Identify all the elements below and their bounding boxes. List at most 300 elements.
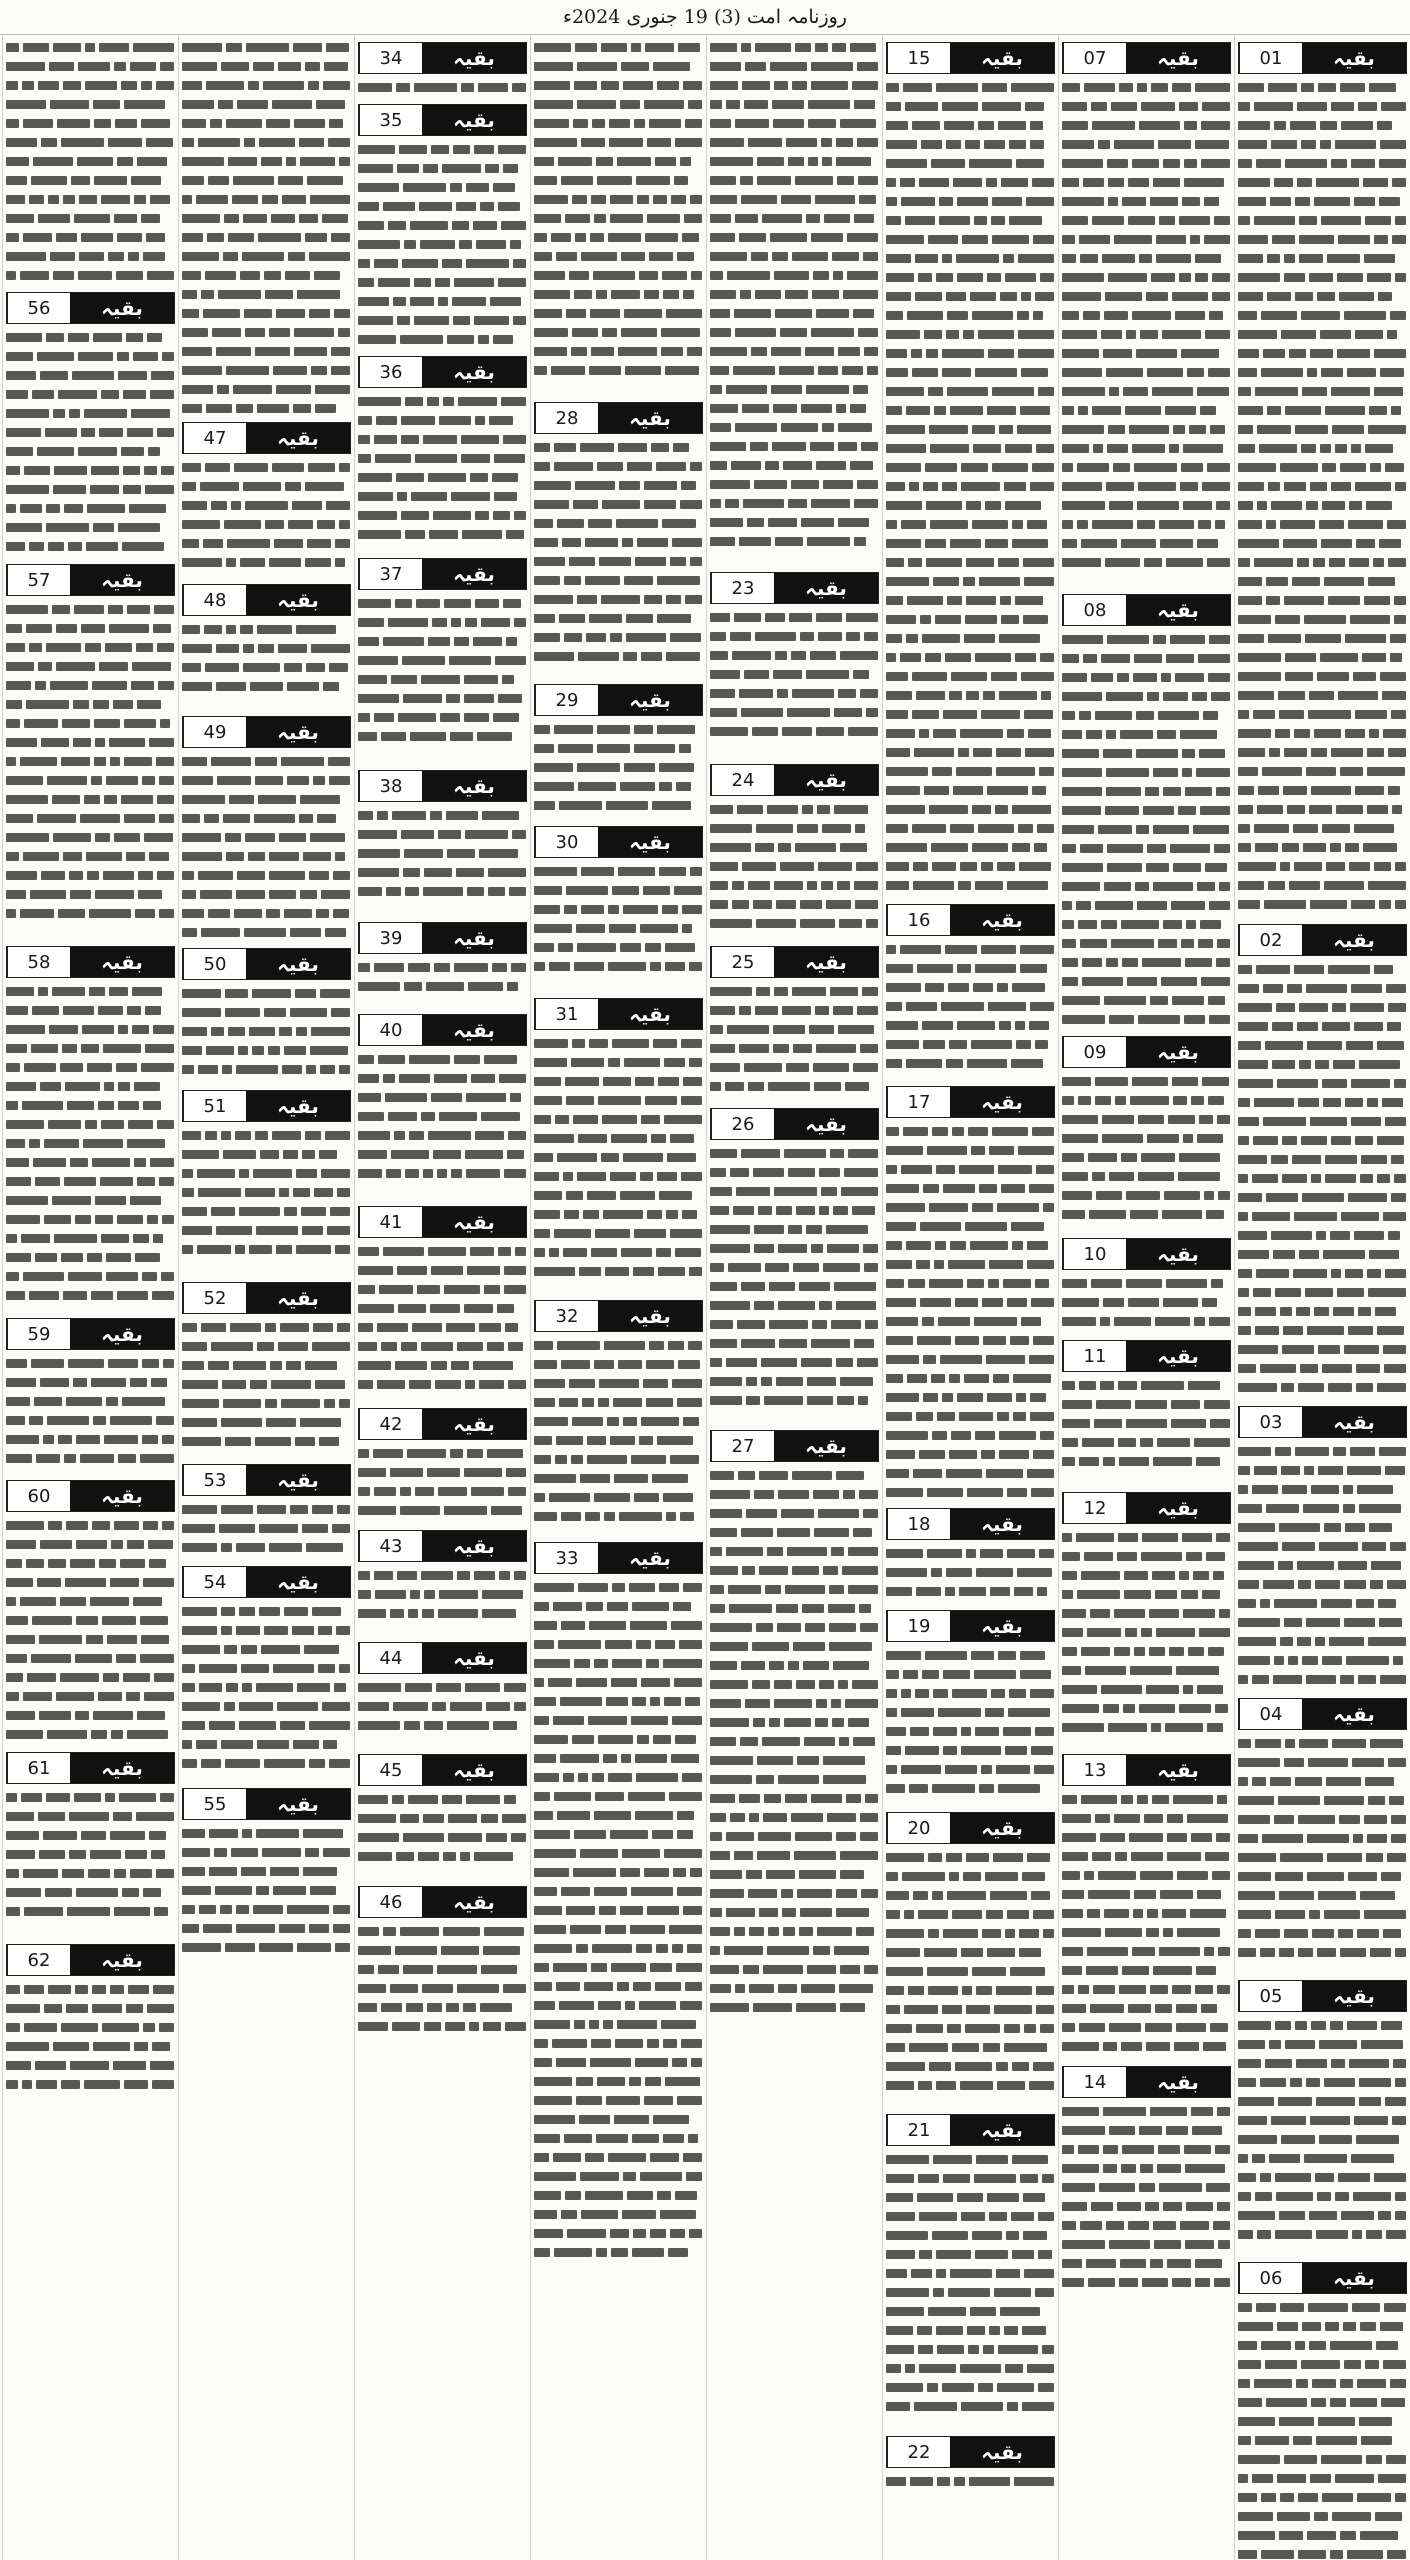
continuation-item (358, 1014, 527, 1200)
continuation-number: 39 (359, 923, 422, 953)
continuation-text (358, 1050, 527, 1200)
continuation-number: 04 (1239, 1699, 1302, 1729)
continuation-number: 55 (183, 1789, 246, 1819)
continuation-label: بقیہ (950, 2115, 1054, 2145)
continuation-number: 54 (183, 1567, 246, 1597)
continuation-item (710, 946, 879, 1102)
continuation-item (182, 584, 351, 710)
continuation-label: بقیہ (950, 2437, 1054, 2467)
continuation-number: 53 (183, 1465, 246, 1495)
continuation-tag (534, 402, 703, 434)
continuation-text (886, 1646, 1055, 1806)
continuation-item (182, 422, 351, 578)
continuation-tag (358, 770, 527, 802)
continuation-tag (358, 1530, 527, 1562)
continuation-item (1062, 1036, 1231, 1232)
continuation-tag (886, 1086, 1055, 1118)
continuation-text (1062, 2102, 1231, 2302)
continuation-number: 10 (1063, 1239, 1126, 1269)
continuation-label: بقیہ (598, 1543, 702, 1573)
continuation-text (534, 1336, 703, 1536)
continuation-label: بقیہ (70, 1753, 174, 1783)
continuation-text (6, 1354, 175, 1474)
continuation-item (886, 2114, 1055, 2430)
continuation-tag (886, 42, 1055, 74)
continuation-item (182, 1282, 351, 1458)
continuation-item (6, 1944, 175, 2110)
continuation-number: 22 (887, 2437, 950, 2467)
continuation-text (6, 600, 175, 940)
continuation-text (6, 1788, 175, 1938)
continuation-text (886, 940, 1055, 1080)
continuation-tag (1062, 594, 1231, 626)
continuation-text (6, 1516, 175, 1746)
column-1 (1234, 34, 1410, 2560)
continuation-text (534, 438, 703, 678)
continuation-number: 15 (887, 43, 950, 73)
continuation-label: بقیہ (246, 423, 350, 453)
continuation-text (886, 1848, 1055, 2108)
continuation-tag (182, 1566, 351, 1598)
continuation-label: بقیہ (70, 1481, 174, 1511)
continuation-label: بقیہ (422, 923, 526, 953)
continuation-item (6, 1318, 175, 1474)
continuation-text (358, 1678, 527, 1748)
continuation-number: 02 (1239, 925, 1302, 955)
continuation-label: بقیہ (246, 949, 350, 979)
continuation-tag (886, 1508, 1055, 1540)
continuation-number: 57 (7, 565, 70, 595)
continuation-number: 08 (1063, 595, 1126, 625)
continuation-text (534, 720, 703, 820)
continuation-text (710, 608, 879, 758)
continuation-number: 47 (183, 423, 246, 453)
continuation-text (886, 1544, 1055, 1604)
continuation-tag (6, 1944, 175, 1976)
continuation-number: 03 (1239, 1407, 1302, 1437)
continuation-label: بقیہ (70, 1319, 174, 1349)
continuation-tag (710, 946, 879, 978)
continuation-tag (182, 948, 351, 980)
continuation-tag (1062, 2066, 1231, 2098)
continuation-item (1238, 2262, 1407, 2560)
continuation-number: 29 (535, 685, 598, 715)
continuation-label: بقیہ (1302, 1699, 1406, 1729)
continuation-tag (710, 572, 879, 604)
continuation-number: 24 (711, 765, 774, 795)
continuation-label: بقیہ (70, 1945, 174, 1975)
continuation-tag (358, 1754, 527, 1786)
continuation-item (710, 764, 879, 940)
continuation-text (6, 982, 175, 1312)
continuation-number: 44 (359, 1643, 422, 1673)
column-lead-text (534, 38, 703, 398)
continuation-label: بقیہ (422, 559, 526, 589)
continuation-label: بقیہ (422, 1531, 526, 1561)
continuation-label: بقیہ (950, 905, 1054, 935)
continuation-tag (534, 684, 703, 716)
continuation-label: بقیہ (1302, 43, 1406, 73)
continuation-number: 46 (359, 1887, 422, 1917)
continuation-number: 41 (359, 1207, 422, 1237)
continuation-item (534, 826, 703, 992)
continuation-text (6, 328, 175, 558)
continuation-number: 36 (359, 357, 422, 387)
continuation-text (1062, 78, 1231, 588)
continuation-number: 50 (183, 949, 246, 979)
continuation-item (710, 572, 879, 758)
continuation-tag (1238, 42, 1407, 74)
continuation-tag (6, 1480, 175, 1512)
continuation-text (182, 458, 351, 578)
continuation-label: بقیہ (422, 105, 526, 135)
continuation-tag (358, 1408, 527, 1440)
continuation-text (182, 1500, 351, 1560)
continuation-tag (358, 922, 527, 954)
continuation-text (358, 594, 527, 764)
continuation-tag (182, 1788, 351, 1820)
continuation-text (182, 752, 351, 942)
continuation-label: بقیہ (70, 947, 174, 977)
continuation-number: 37 (359, 559, 422, 589)
continuation-label: بقیہ (422, 1887, 526, 1917)
continuation-label: بقیہ (422, 771, 526, 801)
continuation-text (358, 806, 527, 916)
continuation-label: بقیہ (422, 1643, 526, 1673)
continuation-tag (534, 826, 703, 858)
continuation-item (358, 1206, 527, 1402)
continuation-text (1062, 1274, 1231, 1334)
continuation-item (358, 42, 527, 98)
column-8 (2, 34, 178, 2560)
continuation-number: 16 (887, 905, 950, 935)
continuation-item (1062, 42, 1231, 588)
continuation-tag (886, 904, 1055, 936)
continuation-number: 35 (359, 105, 422, 135)
continuation-tag (6, 292, 175, 324)
continuation-tag (1062, 1340, 1231, 1372)
continuation-item (358, 922, 527, 1008)
continuation-text (710, 1466, 879, 2026)
continuation-number: 21 (887, 2115, 950, 2145)
continuation-label: بقیہ (246, 1465, 350, 1495)
continuation-label: بقیہ (1302, 1407, 1406, 1437)
continuation-label: بقیہ (1126, 1341, 1230, 1371)
continuation-item (886, 42, 1055, 898)
continuation-tag (534, 1300, 703, 1332)
continuation-tag (534, 1542, 703, 1574)
column-6 (354, 34, 530, 2560)
continuation-text (886, 2472, 1055, 2502)
continuation-tag (710, 1108, 879, 1140)
continuation-text (182, 1318, 351, 1458)
continuation-item (6, 1480, 175, 1746)
continuation-tag (6, 1752, 175, 1784)
continuation-text (1238, 78, 1407, 918)
continuation-number: 38 (359, 771, 422, 801)
continuation-text (1238, 1734, 1407, 1974)
continuation-label: بقیہ (950, 1813, 1054, 1843)
continuation-tag (534, 998, 703, 1030)
continuation-text (358, 1242, 527, 1402)
continuation-item (886, 1610, 1055, 1806)
continuation-text (710, 1144, 879, 1424)
continuation-tag (358, 104, 527, 136)
continuation-item (1238, 1698, 1407, 1974)
continuation-text (358, 392, 527, 552)
continuation-tag (710, 764, 879, 796)
continuation-number: 13 (1063, 1755, 1126, 1785)
continuation-item (886, 1508, 1055, 1604)
continuation-label: بقیہ (422, 1409, 526, 1439)
continuation-label: بقیہ (422, 1755, 526, 1785)
continuation-tag (1238, 1980, 1407, 2012)
continuation-item (182, 1090, 351, 1276)
continuation-label: بقیہ (598, 827, 702, 857)
continuation-number: 61 (7, 1753, 70, 1783)
continuation-item (1062, 1238, 1231, 1334)
continuation-label: بقیہ (1126, 1493, 1230, 1523)
continuation-item (358, 770, 527, 916)
continuation-label: بقیہ (1126, 1037, 1230, 1067)
continuation-label: بقیہ (774, 1109, 878, 1139)
continuation-label: بقیہ (598, 999, 702, 1029)
continuation-label: بقیہ (1126, 1239, 1230, 1269)
continuation-tag (1062, 1754, 1231, 1786)
continuation-label: بقیہ (1126, 2067, 1230, 2097)
continuation-text (358, 140, 527, 350)
continuation-text (182, 1602, 351, 1782)
continuation-number: 20 (887, 1813, 950, 1843)
continuation-item (182, 1788, 351, 1964)
continuation-tag (1238, 2262, 1407, 2294)
continuation-number: 27 (711, 1431, 774, 1461)
continuation-tag (1238, 1698, 1407, 1730)
continuation-number: 31 (535, 999, 598, 1029)
continuation-item (182, 1464, 351, 1560)
continuation-text (1238, 960, 1407, 1400)
continuation-number: 07 (1063, 43, 1126, 73)
continuation-number: 17 (887, 1087, 950, 1117)
continuation-text (886, 1122, 1055, 1502)
continuation-number: 09 (1063, 1037, 1126, 1067)
continuation-item (6, 564, 175, 940)
continuation-number: 25 (711, 947, 774, 977)
continuation-number: 14 (1063, 2067, 1126, 2097)
continuation-label: بقیہ (598, 685, 702, 715)
continuation-label: بقیہ (1302, 1981, 1406, 2011)
continuation-item (358, 1886, 527, 2042)
continuation-text (710, 800, 879, 940)
columns-container (0, 34, 1410, 2560)
continuation-tag (358, 1886, 527, 1918)
continuation-text (6, 1980, 175, 2110)
continuation-tag (358, 1014, 527, 1046)
continuation-item (886, 904, 1055, 1080)
continuation-label: بقیہ (774, 765, 878, 795)
continuation-number: 56 (7, 293, 70, 323)
continuation-text (358, 1566, 527, 1636)
continuation-item (6, 946, 175, 1312)
continuation-item (534, 684, 703, 820)
continuation-number: 58 (7, 947, 70, 977)
continuation-number: 60 (7, 1481, 70, 1511)
continuation-item (1062, 1754, 1231, 2060)
continuation-text (1062, 1790, 1231, 2060)
continuation-label: بقیہ (950, 1611, 1054, 1641)
continuation-tag (6, 1318, 175, 1350)
continuation-tag (6, 946, 175, 978)
continuation-text (182, 620, 351, 710)
continuation-label: بقیہ (422, 1207, 526, 1237)
page-header: روزنامہ امت (3) 19 جنوری 2024ء (0, 0, 1410, 35)
column-lead-text (6, 38, 175, 288)
continuation-number: 05 (1239, 1981, 1302, 2011)
continuation-label: بقیہ (1302, 925, 1406, 955)
continuation-text (886, 78, 1055, 898)
continuation-item (6, 1752, 175, 1938)
continuation-text (1238, 1442, 1407, 1692)
continuation-item (710, 1108, 879, 1424)
continuation-item (358, 104, 527, 350)
continuation-tag (182, 422, 351, 454)
continuation-number: 19 (887, 1611, 950, 1641)
continuation-item (358, 1754, 527, 1880)
continuation-text (358, 1790, 527, 1880)
continuation-tag (1238, 1406, 1407, 1438)
continuation-text (1062, 630, 1231, 1030)
column-lead-text (710, 38, 879, 568)
continuation-item (710, 1430, 879, 2026)
continuation-item (886, 2436, 1055, 2502)
continuation-label: بقیہ (774, 573, 878, 603)
column-lead-text (182, 38, 351, 418)
continuation-text (1062, 1528, 1231, 1748)
continuation-label: بقیہ (1302, 2263, 1406, 2293)
continuation-text (1062, 1376, 1231, 1486)
continuation-number: 43 (359, 1531, 422, 1561)
continuation-text (182, 1126, 351, 1276)
continuation-number: 01 (1239, 43, 1302, 73)
continuation-item (1238, 1980, 1407, 2256)
continuation-item (1062, 1340, 1231, 1486)
continuation-tag (710, 1430, 879, 1462)
continuation-number: 18 (887, 1509, 950, 1539)
continuation-text (534, 1578, 703, 2278)
continuation-item (886, 1812, 1055, 2108)
continuation-item (534, 1542, 703, 2278)
continuation-number: 33 (535, 1543, 598, 1573)
continuation-tag (1062, 1492, 1231, 1524)
continuation-item (358, 356, 527, 552)
continuation-tag (1062, 1238, 1231, 1270)
continuation-item (1238, 1406, 1407, 1692)
continuation-item (182, 1566, 351, 1782)
continuation-label: بقیہ (246, 585, 350, 615)
continuation-tag (182, 716, 351, 748)
continuation-label: بقیہ (598, 1301, 702, 1331)
continuation-number: 32 (535, 1301, 598, 1331)
continuation-item (886, 1086, 1055, 1502)
continuation-item (358, 1408, 527, 1524)
continuation-text (358, 78, 527, 98)
continuation-tag (6, 564, 175, 596)
continuation-text (358, 1922, 527, 2042)
continuation-number: 52 (183, 1283, 246, 1313)
continuation-tag (1238, 924, 1407, 956)
continuation-text (358, 1444, 527, 1524)
continuation-label: بقیہ (422, 1015, 526, 1045)
continuation-item (1062, 1492, 1231, 1748)
continuation-label: بقیہ (950, 1509, 1054, 1539)
continuation-item (534, 998, 703, 1294)
continuation-item (182, 716, 351, 942)
continuation-item (6, 292, 175, 558)
column-4 (706, 34, 882, 2560)
continuation-number: 28 (535, 403, 598, 433)
continuation-item (534, 402, 703, 678)
continuation-tag (358, 1642, 527, 1674)
continuation-tag (886, 1812, 1055, 1844)
continuation-label: بقیہ (246, 1283, 350, 1313)
continuation-tag (182, 1282, 351, 1314)
continuation-number: 11 (1063, 1341, 1126, 1371)
continuation-item (534, 1300, 703, 1536)
continuation-item (1062, 594, 1231, 1030)
column-5 (530, 34, 706, 2560)
continuation-number: 45 (359, 1755, 422, 1785)
continuation-tag (182, 1464, 351, 1496)
continuation-label: بقیہ (70, 293, 174, 323)
continuation-text (534, 862, 703, 992)
continuation-label: بقیہ (950, 1087, 1054, 1117)
continuation-label: بقیہ (1126, 595, 1230, 625)
continuation-tag (1062, 42, 1231, 74)
continuation-tag (886, 2436, 1055, 2468)
continuation-number: 40 (359, 1015, 422, 1045)
continuation-text (1062, 1072, 1231, 1232)
continuation-item (358, 1642, 527, 1748)
continuation-number: 12 (1063, 1493, 1126, 1523)
continuation-label: بقیہ (1126, 1755, 1230, 1785)
continuation-item (1062, 2066, 1231, 2302)
continuation-tag (182, 1090, 351, 1122)
continuation-label: بقیہ (1126, 43, 1230, 73)
continuation-tag (1062, 1036, 1231, 1068)
continuation-item (182, 948, 351, 1084)
column-3 (882, 34, 1058, 2560)
continuation-label: بقیہ (422, 357, 526, 387)
continuation-number: 26 (711, 1109, 774, 1139)
continuation-number: 06 (1239, 2263, 1302, 2293)
continuation-text (1238, 2298, 1407, 2560)
continuation-label: بقیہ (70, 565, 174, 595)
continuation-text (358, 958, 527, 1008)
continuation-number: 34 (359, 43, 422, 73)
continuation-tag (358, 558, 527, 590)
continuation-number: 51 (183, 1091, 246, 1121)
continuation-tag (358, 356, 527, 388)
continuation-label: بقیہ (950, 43, 1054, 73)
column-2 (1058, 34, 1234, 2560)
continuation-text (886, 2150, 1055, 2430)
continuation-tag (886, 2114, 1055, 2146)
continuation-label: بقیہ (246, 1567, 350, 1597)
continuation-number: 48 (183, 585, 246, 615)
continuation-label: بقیہ (246, 1789, 350, 1819)
continuation-text (710, 982, 879, 1102)
continuation-label: بقیہ (422, 43, 526, 73)
